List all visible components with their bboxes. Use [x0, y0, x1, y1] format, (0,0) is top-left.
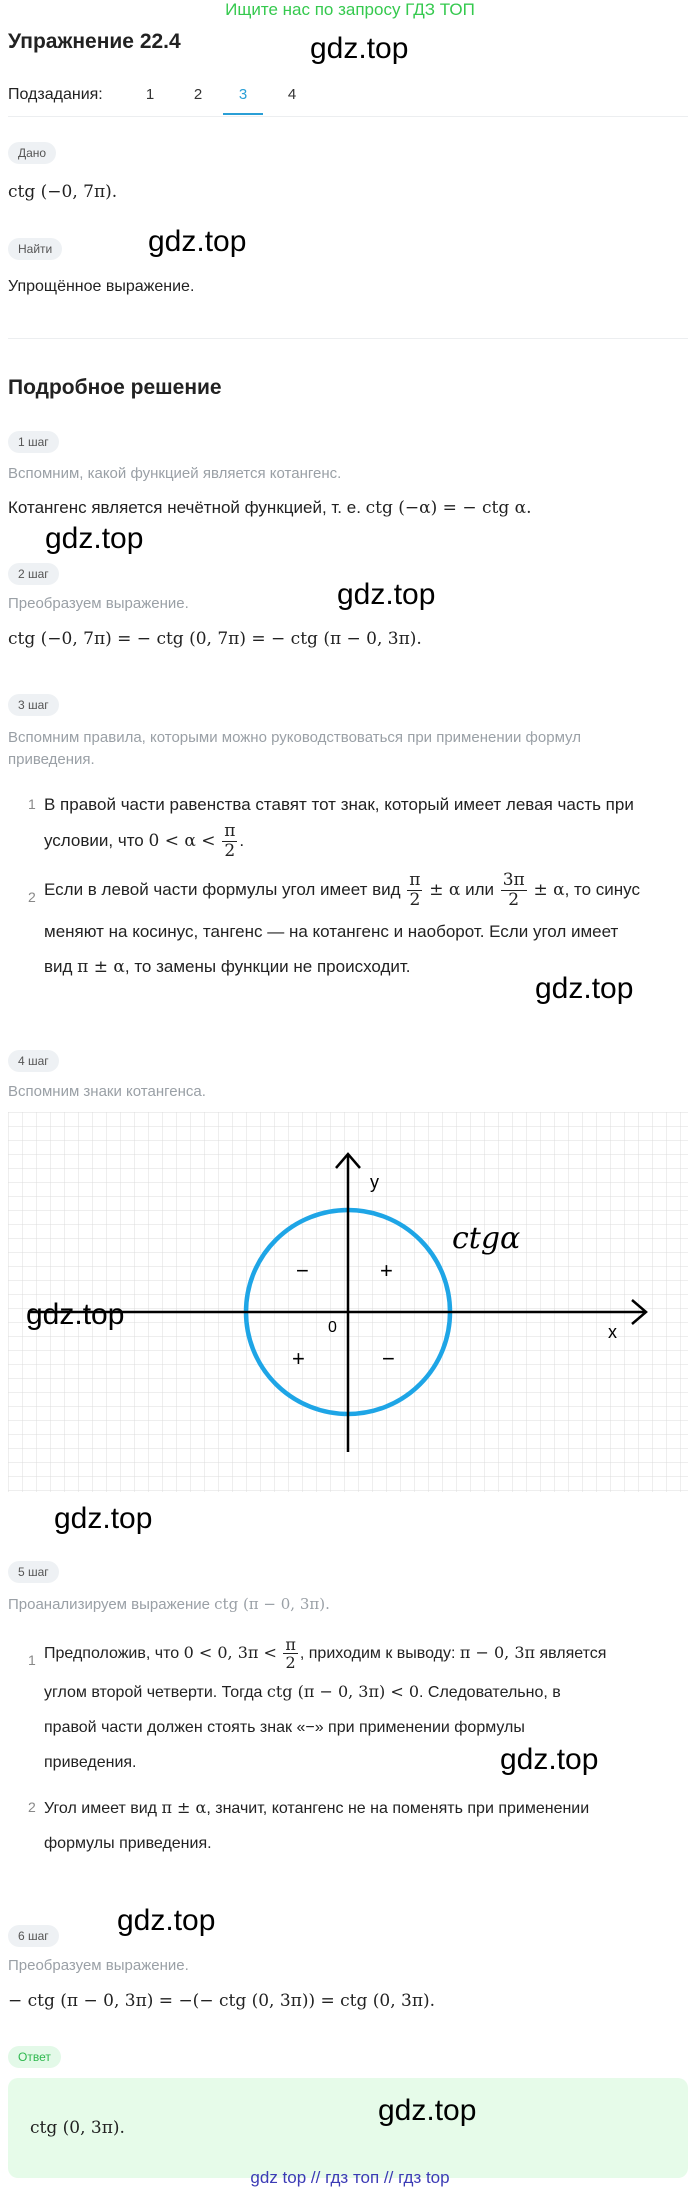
x-label: x	[608, 1322, 617, 1342]
quadrant-3-sign: +	[292, 1346, 305, 1371]
item-2-line-2: формулы приведения.	[44, 1835, 212, 1852]
answer-expression: ctg (0, 3π).	[30, 2118, 125, 2138]
watermark: gdz.top	[500, 1743, 599, 1776]
divider	[8, 338, 688, 339]
top-banner[interactable]: Ищите нас по запросу ГДЗ ТОП	[225, 0, 475, 19]
watermark: gdz.top	[148, 225, 247, 258]
subtask-tab-1[interactable]: 1	[145, 86, 155, 103]
divider	[8, 116, 688, 117]
step-1-badge: 1 шаг	[8, 431, 59, 453]
item-1-line-4: приведения.	[44, 1754, 137, 1771]
step-6-desc: Преобразуем выражение.	[8, 1957, 189, 1974]
rule-2-line-3: вид π ± α, то замены функции не происходит.	[44, 957, 411, 977]
item-1-line-2: углом второй четверти. Тогда ctg (π − 0, 3π) < 0. Следовательно, в	[44, 1682, 561, 1701]
find-text: Упрощённое выражение.	[8, 278, 195, 295]
step-3-badge: 3 шаг	[8, 694, 59, 716]
answer-badge: Ответ	[8, 2046, 61, 2068]
item-2-line-1: Угол имеет вид π ± α, значит, котангенс не на поменять при применении	[44, 1798, 590, 1817]
rule-1-number: 1	[28, 796, 36, 812]
step-2-math: ctg (−0, 7π) = − ctg (0, 7π) = − ctg (π − 0, 3π).	[8, 629, 422, 649]
solution-title: Подробное решение	[8, 376, 222, 399]
watermark: gdz.top	[535, 972, 634, 1005]
rule-2-line-2: меняют на косинус, тангенс — на котангенс и наоборот. Если угол имеет	[44, 922, 619, 941]
subtask-tab-3[interactable]: 3	[238, 86, 248, 103]
step-4-desc: Вспомним знаки котангенса.	[8, 1083, 206, 1100]
rule-2-number: 2	[28, 889, 36, 905]
function-label: ctgα	[452, 1221, 521, 1256]
watermark: gdz.top	[45, 522, 144, 555]
item-1-line-3: правой части должен стоять знак «−» при применении формулы	[44, 1719, 525, 1736]
step-5-badge: 5 шаг	[8, 1561, 59, 1583]
watermark: gdz.top	[310, 32, 409, 65]
item-1-line-1: Предположив, что 0 < 0, 3π < $\frac{\pi}{2}$ , приходим к выводу: π − 0, 3π является	[44, 1634, 607, 1673]
rule-2-line-1: Если в левой части формулы угол имеет вид $\frac{\pi}{2}$ ± α или $\frac{3\pi}{2}$ ± α, то синус	[44, 870, 640, 911]
rule-1-line-1: В правой части равенства ставят тот знак, который имеет левая часть при	[44, 795, 634, 814]
quadrant-1-sign: +	[380, 1258, 393, 1283]
step-6-badge: 6 шаг	[8, 1925, 59, 1947]
step-6-math: − ctg (π − 0, 3π) = −(− ctg (0, 3π)) = ctg (0, 3π).	[8, 1991, 436, 2011]
step-1-text: Котангенс является нечётной функцией, т. е. ctg (−α) = − ctg α.	[8, 498, 532, 518]
quadrant-2-sign: −	[296, 1258, 309, 1283]
footer-links[interactable]: gdz top // гдз топ // гдз top	[250, 2168, 450, 2187]
watermark: gdz.top	[117, 1904, 216, 1937]
watermark: gdz.top	[54, 1502, 153, 1535]
subtasks-label: Подзадания:	[8, 86, 103, 103]
step-3-desc: Вспомним правила, которыми можно руководствоваться при применении формул приведения.	[8, 729, 581, 768]
step-2-desc: Преобразуем выражение.	[8, 595, 189, 612]
watermark: gdz.top	[26, 1298, 125, 1331]
rule-1-line-2: условии, что 0 < α < $\frac{\pi}{2}$ .	[44, 821, 245, 862]
y-label: y	[370, 1172, 379, 1192]
quadrant-4-sign: −	[382, 1346, 395, 1371]
watermark: gdz.top	[337, 578, 436, 611]
step-1-desc: Вспомним, какой функцией является котангенс.	[8, 465, 342, 482]
page-title: Упражнение 22.4	[8, 30, 181, 53]
watermark: gdz.top	[378, 2094, 477, 2127]
origin-label: 0	[328, 1319, 337, 1336]
item-1-number: 1	[28, 1652, 36, 1668]
step-4-badge: 4 шаг	[8, 1050, 59, 1072]
given-badge: Дано	[8, 142, 56, 164]
step-2-badge: 2 шаг	[8, 563, 59, 585]
active-tab-indicator	[223, 113, 263, 115]
subtask-tab-4[interactable]: 4	[287, 86, 297, 103]
subtask-tab-2[interactable]: 2	[193, 86, 203, 103]
given-expression: ctg (−0, 7π).	[8, 182, 118, 202]
item-2-number: 2	[28, 1799, 36, 1815]
step-5-desc: Проанализируем выражение ctg (π − 0, 3π).	[8, 1595, 330, 1613]
find-badge: Найти	[8, 238, 62, 260]
